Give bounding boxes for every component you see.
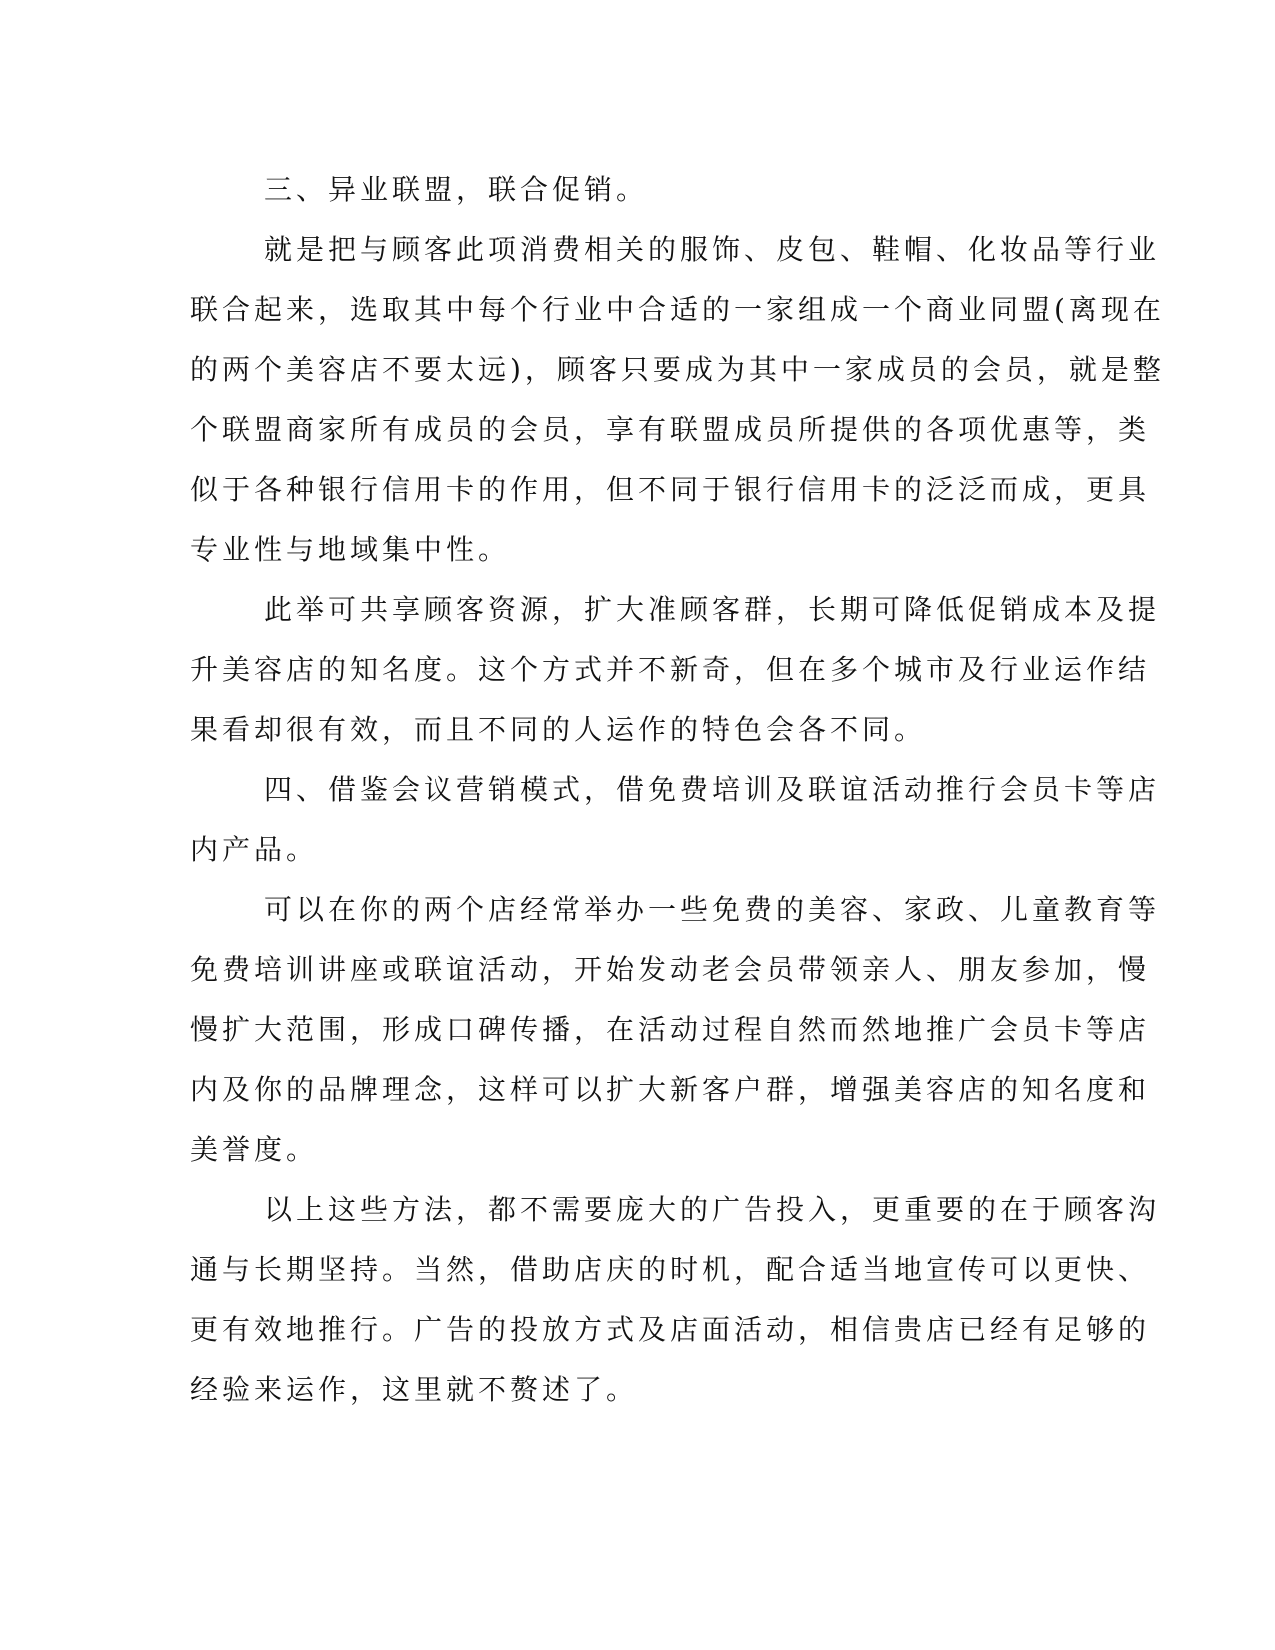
paragraph-line: 通与长期坚持。当然，借助店庆的时机，配合适当地宣传可以更快、 [190,1253,1151,1286]
paragraph-line: 升美容店的知名度。这个方式并不新奇，但在多个城市及行业运作结 [190,653,1151,686]
paragraph-line: 美誉度。 [190,1133,319,1166]
paragraph-line: 经验来运作，这里就不赘述了。 [190,1373,639,1406]
paragraph-line: 以上这些方法，都不需要庞大的广告投入，更重要的在于顾客沟 [264,1193,1161,1226]
paragraph-line: 专业性与地域集中性。 [190,533,511,566]
document-body [190,160,1165,1420]
paragraph-line: 个联盟商家所有成员的会员，享有联盟成员所提供的各项优惠等，类 [190,413,1151,446]
paragraph-line: 此举可共享顾客资源，扩大准顾客群，长期可降低促销成本及提 [264,593,1161,626]
paragraph-line: 慢扩大范围，形成口碑传播，在活动过程自然而然地推广会员卡等店 [190,1013,1151,1046]
paragraph-line: 可以在你的两个店经常举办一些免费的美容、家政、儿童教育等 [264,893,1161,926]
paragraph-line: 更有效地推行。广告的投放方式及店面活动，相信贵店已经有足够的 [190,1313,1151,1346]
paragraph-line: 似于各种银行信用卡的作用，但不同于银行信用卡的泛泛而成，更具 [190,473,1151,506]
paragraph-line: 内及你的品牌理念，这样可以扩大新客户群，增强美容店的知名度和 [190,1073,1151,1106]
paragraph-line: 免费培训讲座或联谊活动，开始发动老会员带领亲人、朋友参加，慢 [190,953,1151,986]
section-heading-4-continued: 内产品。 [190,833,319,866]
paragraph-line: 的两个美容店不要太远)，顾客只要成为其中一家成员的会员，就是整 [190,353,1165,386]
section-heading-4: 四、借鉴会议营销模式，借免费培训及联谊活动推行会员卡等店 [264,773,1161,806]
paragraph-line: 联合起来，选取其中每个行业中合适的一家组成一个商业同盟(离现在 [190,293,1165,326]
section-heading-3: 三、异业联盟，联合促销。 [264,173,649,206]
paragraph-line: 就是把与顾客此项消费相关的服饰、皮包、鞋帽、化妆品等行业 [264,233,1161,266]
paragraph-line: 果看却很有效，而且不同的人运作的特色会各不同。 [190,713,927,746]
